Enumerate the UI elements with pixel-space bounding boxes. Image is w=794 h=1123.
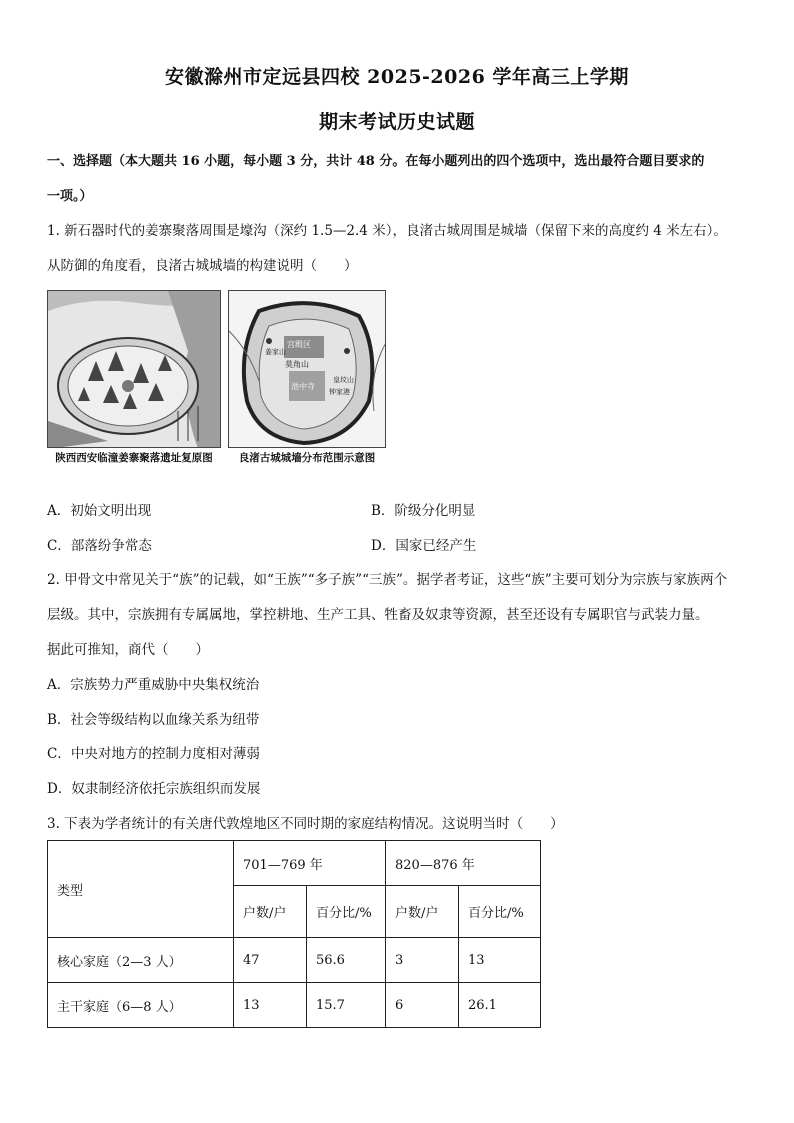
table-cell: 56.6: [307, 938, 386, 983]
q1-option-a[interactable]: A．初始文明出现: [47, 503, 152, 519]
map-label-zhongjiagang: 钟家港: [329, 388, 350, 396]
q1-figure-left: [47, 290, 221, 480]
table-row: [48, 938, 541, 983]
table-header-type: 类型: [48, 841, 234, 938]
q2-option-d[interactable]: D．奴隶制经济依托宗族组织而发展: [47, 781, 261, 797]
map-label-huangfenshan: 皇坟山: [333, 376, 354, 384]
q2-option-c[interactable]: C．中央对地方的控制力度相对薄弱: [47, 746, 260, 762]
exam-title-line2: 期末考试历史试题: [318, 111, 475, 133]
section-heading-line2: 一项。）: [47, 189, 93, 204]
q1-figure-right-caption: 良渚古城城墙分布范围示意图: [238, 452, 376, 464]
q1-option-d[interactable]: D．国家已经产生: [371, 538, 477, 554]
q3-stem: 3. 下表为学者统计的有关唐代敦煌地区不同时期的家庭结构情况。这说明当时（ ）: [47, 816, 564, 832]
map-label-palace: 宫殿区: [287, 340, 311, 349]
table-cell: 26.1: [459, 983, 541, 1028]
table-cell: 13: [459, 938, 541, 983]
exam-title-line1: 安徽滁州市定远县四校 2025-2026 学年高三上学期: [165, 66, 629, 88]
q2-option-b[interactable]: B．社会等级结构以血缘关系为纽带: [47, 712, 260, 728]
jiangzhai-settlement-drawing: [47, 290, 221, 448]
q1-figure-right: [228, 290, 386, 480]
table-cell: 13: [234, 983, 307, 1028]
table-header-period2: 820—876 年: [386, 841, 541, 886]
q3-family-structure-table: [47, 840, 541, 1028]
liangzhu-city-map: [228, 290, 386, 448]
q1-stem-line1: 1. 新石器时代的姜寨聚落周围是壕沟（深约 1.5—2.4 米），良渚古城周围是城墙（保留下来的高度约 4 米左右）。: [47, 223, 727, 239]
q1-stem-line2: 从防御的角度看，良渚古城城墙的构建说明（ ）: [47, 258, 358, 274]
table-cell: 6: [386, 983, 459, 1028]
q2-option-a[interactable]: A．宗族势力严重威胁中央集权统治: [47, 677, 260, 693]
section-heading-line1: 一、选择题（本大题共 16 小题，每小题 3 分，共计 48 分。在每小题列出的四个选项中，选出最符合题目要求的: [47, 154, 705, 169]
map-label-mojiaoshan: 莫角山: [285, 360, 309, 369]
table-subheader-percent-1: 百分比/%: [307, 886, 386, 938]
q2-stem-line1: 2. 甲骨文中常见关于“族”的记载，如“王族”“多子族”“三族”。据学者考证，这些“族”主要可划分为宗族与家族两个: [47, 572, 728, 588]
table-cell-type: 核心家庭（2—3 人）: [48, 938, 234, 983]
table-subheader-percent-2: 百分比/%: [459, 886, 541, 938]
table-cell: 15.7: [307, 983, 386, 1028]
q1-option-c[interactable]: C．部落纷争常态: [47, 538, 152, 554]
table-cell: 3: [386, 938, 459, 983]
table-cell: 47: [234, 938, 307, 983]
table-cell-type: 主干家庭（6—8 人）: [48, 983, 234, 1028]
table-header-period1: 701—769 年: [234, 841, 386, 886]
table-row: [48, 983, 541, 1028]
q2-stem-line2: 层级。其中，宗族拥有专属属地，掌控耕地、生产工具、牲畜及奴隶等资源，甚至还设有专属职官与武装力量。: [47, 607, 709, 623]
map-label-chizhongsi: 池中寺: [291, 382, 315, 391]
table-subheader-households-1: 户数/户: [234, 886, 307, 938]
q1-option-b[interactable]: B．阶级分化明显: [371, 503, 476, 519]
map-label-jiangjiashan: 姜家山: [265, 348, 286, 356]
q2-stem-line3: 据此可推知，商代（ ）: [47, 642, 209, 658]
table-subheader-households-2: 户数/户: [386, 886, 459, 938]
q1-figure-left-caption: 陕西西安临潼姜寨聚落遗址复原图: [55, 452, 213, 464]
